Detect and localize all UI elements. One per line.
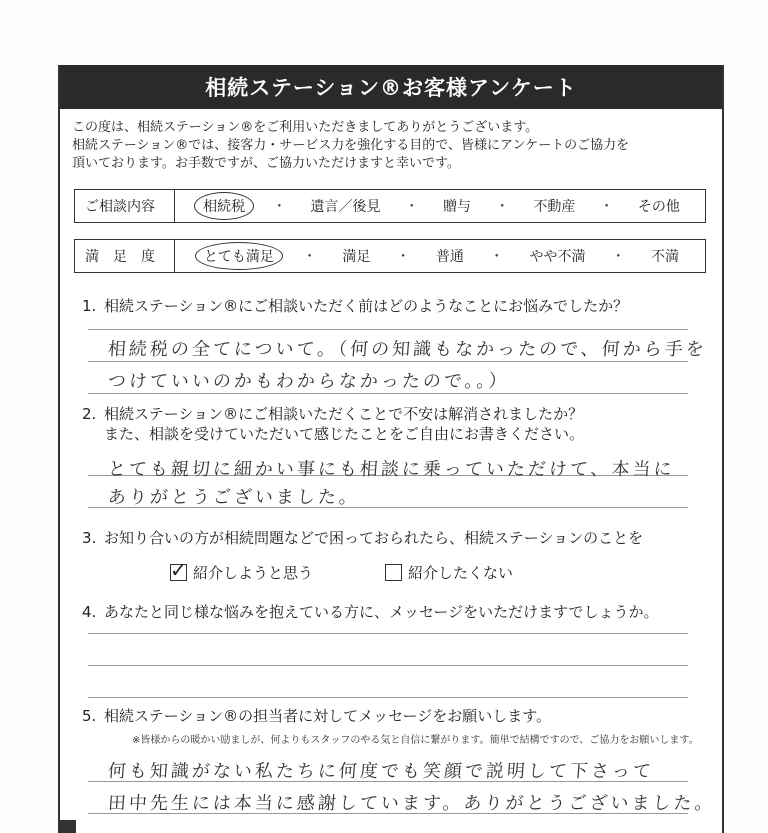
- answer-line: [88, 393, 688, 394]
- answer-5-line-1[interactable]: 何も知識がない私たちに何度でも笑顔で説明して下さって: [107, 761, 655, 782]
- satisfaction-label: 満 足 度: [75, 240, 175, 272]
- question-text: 相続ステーション®の担当者に対してメッセージをお願いします。: [104, 707, 552, 725]
- recommend-yes-checkbox[interactable]: [170, 558, 187, 582]
- separator-dot: ・: [272, 199, 287, 215]
- intro-line-1: この度は、相続ステーション®をご利用いただきましてありがとうございます。: [72, 120, 539, 135]
- question-number: 1.: [82, 297, 97, 315]
- recommend-yes-label: 紹介しようと思う: [193, 564, 314, 582]
- satisfaction-options: [175, 242, 705, 270]
- check-icon: ✓: [170, 558, 187, 582]
- question-number: 3.: [82, 529, 97, 547]
- question-text: 相続ステーション®にご相談いただく前はどのようなことにお悩みでしたか？: [104, 297, 629, 315]
- survey-sheet: [58, 65, 724, 833]
- consult-row: [74, 189, 706, 223]
- answer-2-line-2[interactable]: ありがとうございました。: [107, 487, 361, 508]
- question-2: [82, 403, 583, 424]
- satisfaction-option-very-satisfied[interactable]: とても満足: [195, 242, 283, 270]
- separator-dot: ・: [611, 249, 626, 265]
- separator-dot: ・: [495, 199, 510, 215]
- separator-dot: ・: [396, 249, 411, 265]
- consult-label: ご相談内容: [75, 190, 175, 222]
- answer-2-line-1[interactable]: とても親切に細かい事にも相談に乗っていただけて、本当に: [107, 459, 676, 480]
- recommend-no-option[interactable]: [385, 562, 513, 583]
- satisfaction-option-dissatisfied[interactable]: 不満: [651, 249, 679, 265]
- question-1: [82, 295, 628, 316]
- answer-1-line-2[interactable]: つけていいのかもわからなかったので。。）: [107, 371, 511, 392]
- question-text: あなたと同じ様な悩みを抱えている方に、メッセージをいただけますでしょうか。: [104, 603, 659, 621]
- satisfaction-option-satisfied[interactable]: 満足: [342, 249, 371, 265]
- question-4: [82, 601, 659, 622]
- recommend-no-label: 紹介したくない: [408, 564, 514, 582]
- scan-edge-mark: [58, 820, 76, 833]
- question-number: 4.: [82, 603, 97, 621]
- satisfaction-option-normal[interactable]: 普通: [435, 249, 464, 265]
- question-3: [82, 527, 643, 548]
- answer-line: [88, 665, 688, 666]
- answer-1-line-1[interactable]: 相続税の全てについて。（何の知識もなかったので、何から手を: [107, 339, 708, 360]
- answer-line: [88, 329, 688, 330]
- recommend-yes-option[interactable]: [170, 558, 314, 583]
- question-5: [82, 705, 551, 726]
- answer-line: [88, 697, 688, 698]
- question-number: 5.: [82, 707, 97, 725]
- separator-dot: ・: [404, 199, 419, 215]
- question-number: 2.: [82, 405, 97, 423]
- consult-option-other[interactable]: その他: [637, 199, 680, 215]
- answer-line: [88, 361, 688, 362]
- consult-option-real-estate[interactable]: 不動産: [533, 199, 576, 215]
- question-text-2: また、相談を受けていただいて感じたことをご自由にお書きください。: [104, 425, 585, 443]
- intro-line-3: 頂いております。お手数ですが、ご協力いただけますと幸いです。: [72, 156, 460, 171]
- answer-line: [88, 633, 688, 634]
- satisfaction-row: [74, 239, 706, 273]
- separator-dot: ・: [489, 249, 504, 265]
- consult-option-inheritance-tax[interactable]: 相続税: [194, 192, 254, 220]
- separator-dot: ・: [302, 249, 317, 265]
- question-2-sub: [82, 423, 584, 444]
- question-5-note: ※皆様からの暖かい励ましが、何よりもスタッフのやる気と自信に繋がります。簡単で結構ですので、ご協力をお願いします。: [132, 735, 699, 746]
- question-text: 相続ステーション®にご相談いただくことで不安は解消されましたか？: [104, 405, 584, 423]
- question-text: お知り合いの方が相続問題などで困っておられたら、相続ステーションのことを: [104, 529, 644, 547]
- survey-title: 相続ステーション®お客様アンケート: [60, 65, 722, 109]
- consult-option-will[interactable]: 遺言／後見: [310, 199, 381, 215]
- answer-5-line-2[interactable]: 田中先生には本当に感謝しています。ありがとうございました。: [107, 793, 717, 814]
- consult-options: [175, 192, 705, 220]
- intro-line-2: 相続ステーション®では、接客力・サービス力を強化する目的で、皆様にアンケートのご協力を: [72, 138, 630, 153]
- separator-dot: ・: [599, 199, 614, 215]
- consult-option-gift[interactable]: 贈与: [442, 199, 471, 215]
- recommend-no-checkbox[interactable]: [385, 564, 402, 581]
- satisfaction-option-somewhat-dissatisfied[interactable]: やや不満: [529, 249, 586, 265]
